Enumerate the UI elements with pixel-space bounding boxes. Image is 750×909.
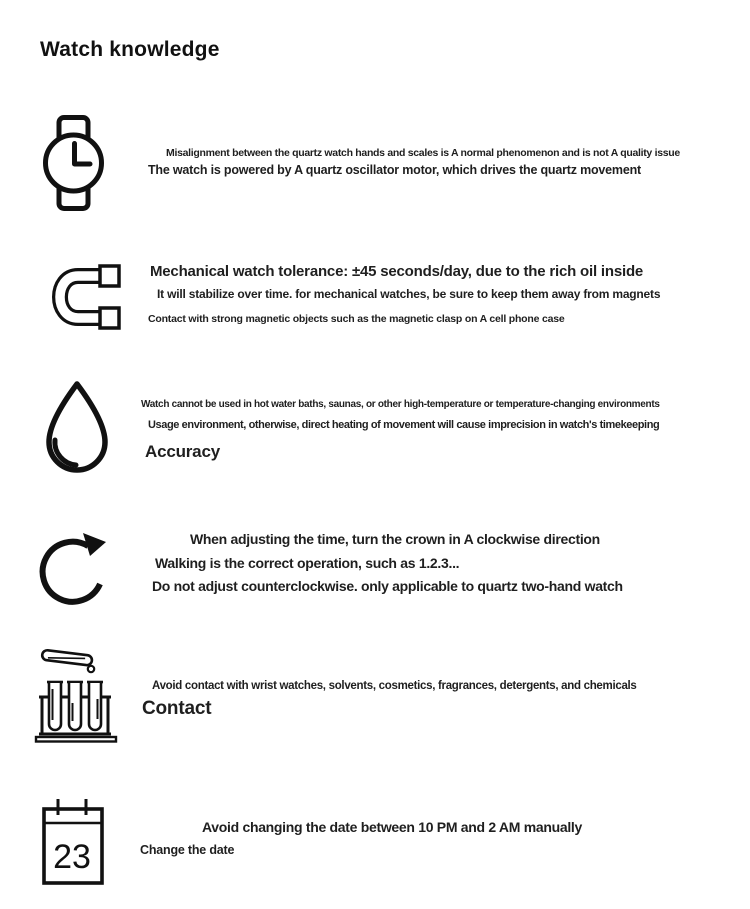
crown-line-walking: Walking is the correct operation, such as 1.2.3... — [155, 555, 460, 571]
crown-line-clockwise: When adjusting the time, turn the crown in A clockwise direction — [190, 531, 600, 547]
quartz-note-small: Misalignment between the quartz watch hands and scales is A normal phenomenon and is not A quality issue — [166, 147, 680, 159]
magnet-icon — [40, 263, 124, 331]
date-heading: Change the date — [140, 843, 235, 857]
watch-icon — [40, 114, 106, 212]
magnet-line-stabilize: It will stabilize over time. for mechanical watches, be sure to keep them away from magnets — [157, 287, 661, 301]
magnet-line-tolerance: Mechanical watch tolerance: ±45 seconds/day, due to the rich oil inside — [150, 263, 644, 280]
calendar-day: 23 — [53, 838, 91, 876]
quartz-note-main: The watch is powered by A quartz oscillator motor, which drives the quartz movement — [148, 163, 641, 177]
clockwise-arrow-icon — [38, 518, 110, 614]
test-tubes-icon — [33, 645, 121, 745]
date-note: Avoid changing the date between 10 PM and 2 AM manually — [202, 819, 582, 835]
magnet-line-contact: Contact with strong magnetic objects such as the magnetic clasp on A cell phone case — [148, 313, 565, 325]
water-note-main: Usage environment, otherwise, direct heating of movement will cause imprecision in watch's timekeeping — [148, 419, 660, 431]
accuracy-heading: Accuracy — [145, 442, 220, 461]
crown-line-counterclockwise: Do not adjust counterclockwise. only applicable to quartz two-hand watch — [152, 578, 623, 594]
water-note-small: Watch cannot be used in hot water baths, saunas, or other high-temperature or temperature-changing environments — [141, 399, 660, 410]
contact-heading: Contact — [142, 698, 212, 719]
calendar-icon — [41, 796, 105, 886]
chemicals-note: Avoid contact with wrist watches, solvents, cosmetics, fragrances, detergents, and chemicals — [152, 680, 637, 692]
page-title: Watch knowledge — [40, 38, 220, 61]
water-drop-icon — [38, 378, 116, 480]
